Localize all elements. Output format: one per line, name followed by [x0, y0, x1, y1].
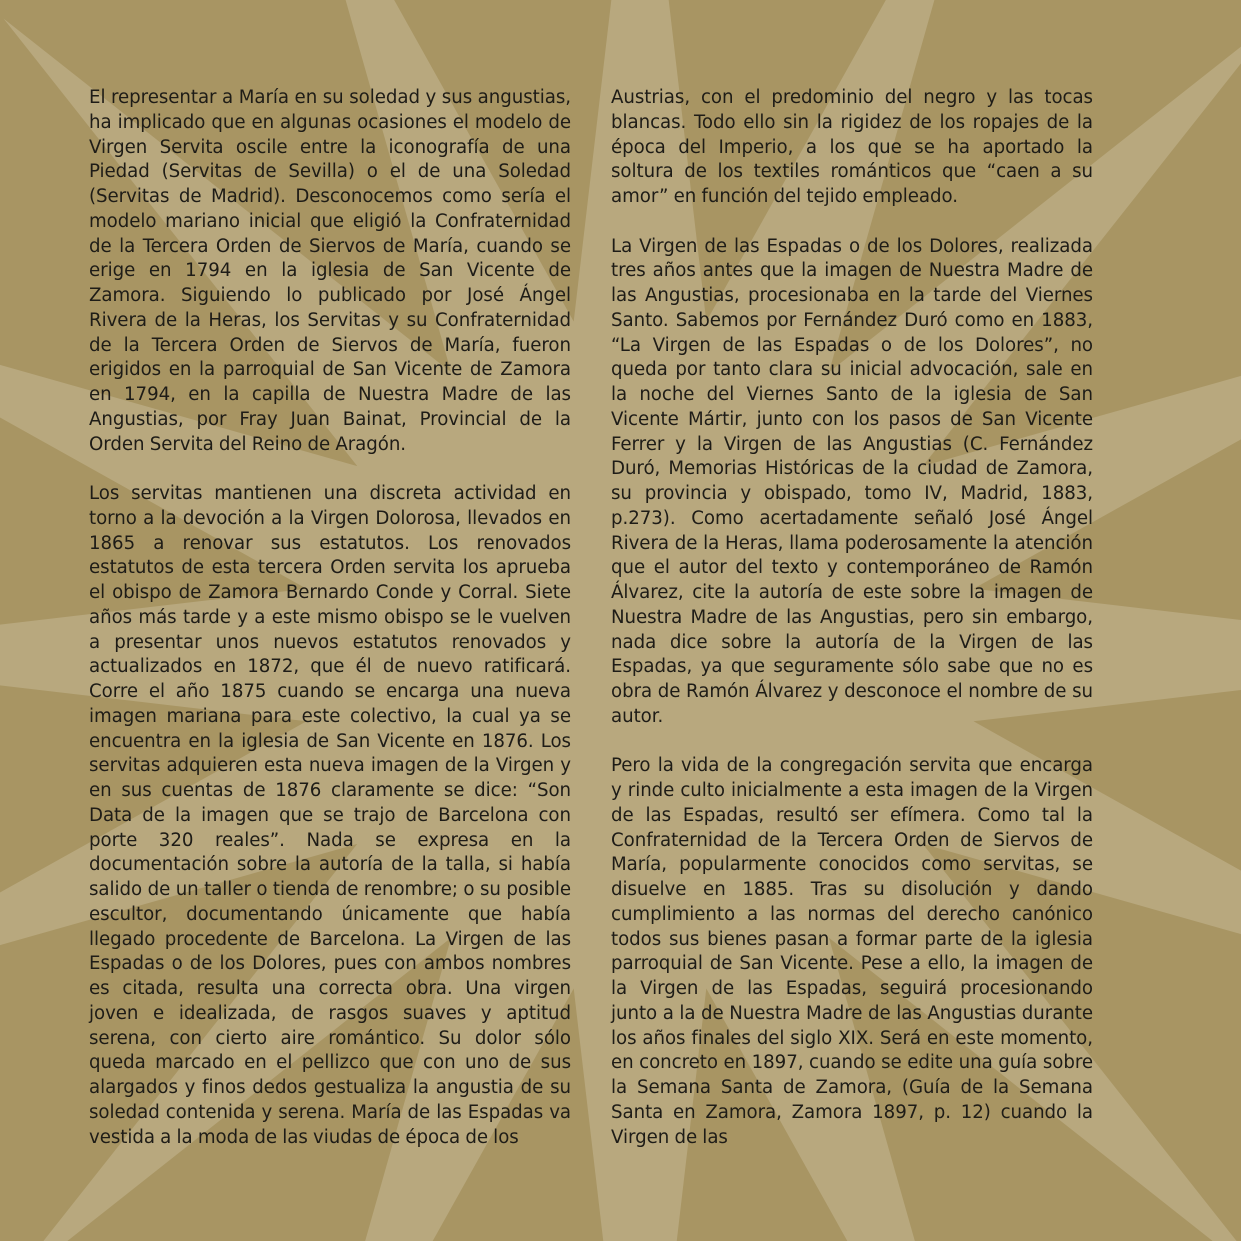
right-paragraph-1: Austrias, con el predominio del negro y las tocas blancas. Todo ello sin la rigidez de los ropajes de la época del Imperio, a los que se ha aportado la soltura de los textiles románticos que “caen a su amor” en función del tejido empleado. — [611, 87, 1093, 207]
left-paragraph-2: Los servitas mantienen una discreta actividad en torno a la devoción a la Virgen Dolorosa, llevados en 1865 a renovar sus estatutos. Los renovados estatutos de esta tercera Orden servita los aprueba el obispo de Zamora Bernardo Conde y Corral. Siete años más tarde y a este mismo obispo se le vuelven a presentar unos nuevos estatutos renovados y actualizados en 1872, que él de nuevo ratificará. Corre el año 1875 cuando se encarga una nueva imagen mariana para este colectivo, la cual ya se encuentra en la iglesia de San Vicente en 1876. Los servitas adquieren esta nueva imagen de la Virgen y en sus cuentas de 1876 claramente se dice: “Son Data de la imagen que se trajo de Barcelona con porte 320 reales”. Nada se expresa en la documentación sobre la autoría de la talla, si había salido de un taller o tienda de renombre; o su posible escultor, documentando únicamente que había llegado procedente de Barcelona. La Virgen de las Espadas o de los Dolores, pues con ambos nombres es citada, resulta una correcta obra. Una virgen joven e idealizada, de rasgos suaves y aptitud serena, con cierto aire romántico. Su dolor sólo queda marcado en el pellizco que con uno de sus alargados y finos dedos gestualiza la angustia de su soledad contenida y serena. María de las Espadas va vestida a la moda de las viudas de época de los — [89, 483, 571, 1148]
left-paragraph-1: El representar a María en su soledad y sus angustias, ha implicado que en algunas ocasiones el modelo de Virgen Servita oscile entre la iconografía de una Piedad (Servitas de Sevilla) o el de una Soledad (Servitas de Madrid). Desconocemos como sería el modelo mariano inicial que eligió la Confraternidad de la Tercera Orden de Siervos de María, cuando se erige en 1794 en la iglesia de San Vicente de Zamora. Siguiendo lo publicado por José Ángel Rivera de la Heras, los Servitas y su Confraternidad de la Tercera Orden de Siervos de María, fueron erigidos en la parroquial de San Vicente de Zamora en 1794, en la capilla de Nuestra Madre de las Angustias, por Fray Juan Bainat, Provincial de la Orden Servita del Reino de Aragón. — [89, 87, 571, 455]
right-text-column — [611, 86, 1093, 1175]
left-text-column — [89, 86, 571, 1175]
right-paragraph-3: Pero la vida de la congregación servita que encarga y rinde culto inicialmente a esta imagen de la Virgen de las Espadas, resultó ser efímera. Como tal la Confraternidad de la Tercera Orden de Siervos de María, popularmente conocidos como servitas, se disuelve en 1885. Tras su disolución y dando cumplimiento a las normas del derecho canónico todos sus bienes pasan a formar parte de la iglesia parroquial de San Vicente. Pese a ello, la imagen de la Virgen de las Espadas, seguirá procesionando junto a la de Nuestra Madre de las Angustias durante los años finales del siglo XIX. Será en este momento, en concreto en 1897, cuando se edite una guía sobre la Semana Santa de Zamora, (Guía de la Semana Santa en Zamora, Zamora 1897, p. 12) cuando la Virgen de las — [611, 755, 1093, 1148]
right-paragraph-2: La Virgen de las Espadas o de los Dolores, realizada tres años antes que la imagen de Nuestra Madre de las Angustias, procesionaba en la tarde del Viernes Santo. Sabemos por Fernández Duró como en 1883, “La Virgen de las Espadas o de los Dolores”, no queda por tanto clara su inicial advocación, sale en la noche del Viernes Santo de la iglesia de San Vicente Mártir, junto con los pasos de San Vicente Ferrer y la Virgen de las Angustias (C. Fernández Duró, Memorias Históricas de la ciudad de Zamora, su provincia y obispado, tomo IV, Madrid, 1883, p.273). Como acertadamente señaló José Ángel Rivera de la Heras, llama poderosamente la atención que el autor del texto y contemporáneo de Ramón Álvarez, cite la autoría de este sobre la imagen de Nuestra Madre de las Angustias, pero sin embargo, nada dice sobre la autoría de la Virgen de las Espadas, ya que seguramente sólo sabe que no es obra de Ramón Álvarez y desconoce el nombre de su autor. — [611, 235, 1093, 727]
